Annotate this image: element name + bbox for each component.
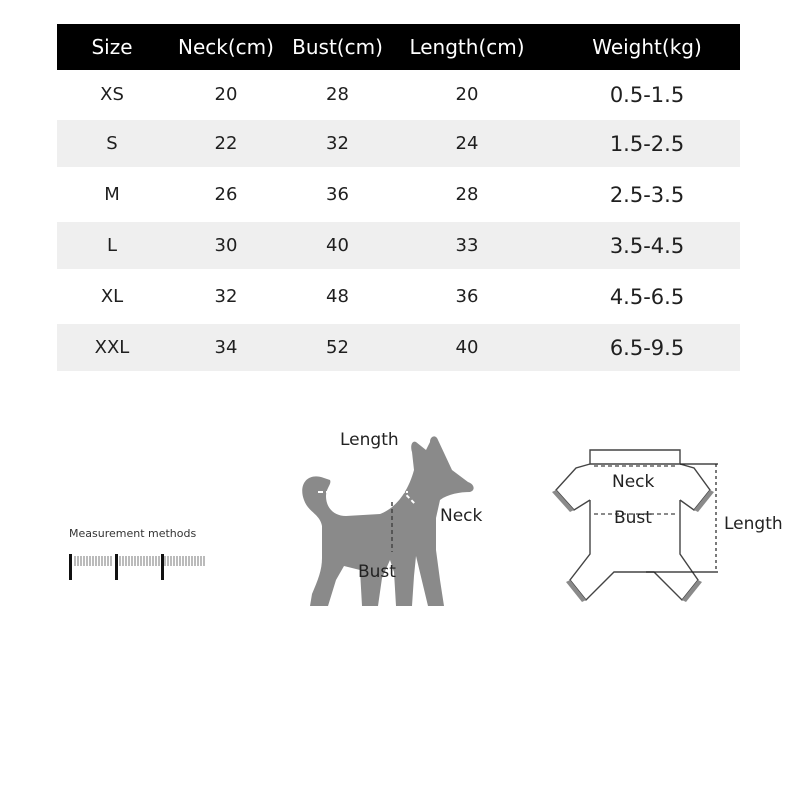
- weight-cell: 4.5-6.5: [609, 284, 685, 309]
- table-row: [57, 222, 740, 269]
- size-cell: M: [104, 184, 120, 205]
- size-cell: L: [106, 235, 118, 256]
- dog-neck-label: Neck: [440, 506, 483, 526]
- length-cell: 20: [455, 84, 479, 105]
- weight-cell: 0.5-1.5: [609, 82, 685, 107]
- bust-cell: 52: [326, 337, 349, 358]
- measurement-methods-label: Measurement methods: [69, 527, 197, 540]
- weight-cell: 1.5-2.5: [609, 131, 685, 156]
- length-cell: 28: [455, 184, 479, 205]
- bust-cell: 48: [326, 286, 349, 307]
- table-row: [57, 71, 740, 118]
- neck-cell: 34: [214, 337, 238, 358]
- header-weight: Weight(kg): [592, 35, 702, 59]
- header-size: Size: [91, 35, 133, 59]
- size-cell: XXL: [94, 337, 130, 358]
- table-row: [57, 273, 740, 320]
- dog-bust-label: Bust: [358, 562, 396, 582]
- neck-cell: 32: [214, 286, 238, 307]
- length-cell: 24: [455, 133, 479, 154]
- bust-cell: 40: [326, 235, 349, 256]
- neck-cell: 20: [214, 84, 238, 105]
- neck-cell: 22: [214, 133, 238, 154]
- tape-measure-icon: [69, 552, 209, 584]
- header-bust: Bust(cm): [292, 35, 383, 59]
- length-cell: 36: [455, 286, 479, 307]
- bust-cell: 28: [326, 84, 349, 105]
- table-row: [57, 324, 740, 371]
- bust-cell: 32: [326, 133, 349, 154]
- header-length: Length(cm): [409, 35, 525, 59]
- garment-diagram: [550, 442, 795, 612]
- header-neck: Neck(cm): [178, 35, 274, 59]
- garment-neck-label: Neck: [612, 472, 655, 492]
- dog-diagram: [290, 430, 500, 610]
- size-cell: XS: [100, 84, 124, 105]
- size-cell: XL: [100, 286, 124, 307]
- measurement-section: [0, 400, 800, 800]
- table-header-row: [57, 24, 740, 70]
- neck-cell: 30: [214, 235, 238, 256]
- dog-length-label: Length: [340, 430, 399, 450]
- garment-length-label: Length: [724, 514, 783, 534]
- neck-cell: 26: [214, 184, 238, 205]
- weight-cell: 3.5-4.5: [609, 233, 685, 258]
- weight-cell: 6.5-9.5: [609, 335, 685, 360]
- garment-bust-label: Bust: [614, 508, 652, 528]
- length-cell: 40: [455, 337, 479, 358]
- bust-cell: 36: [326, 184, 349, 205]
- length-cell: 33: [455, 235, 479, 256]
- table-row: [57, 120, 740, 167]
- table-row: [57, 171, 740, 218]
- size-cell: S: [106, 133, 118, 154]
- weight-cell: 2.5-3.5: [609, 182, 685, 207]
